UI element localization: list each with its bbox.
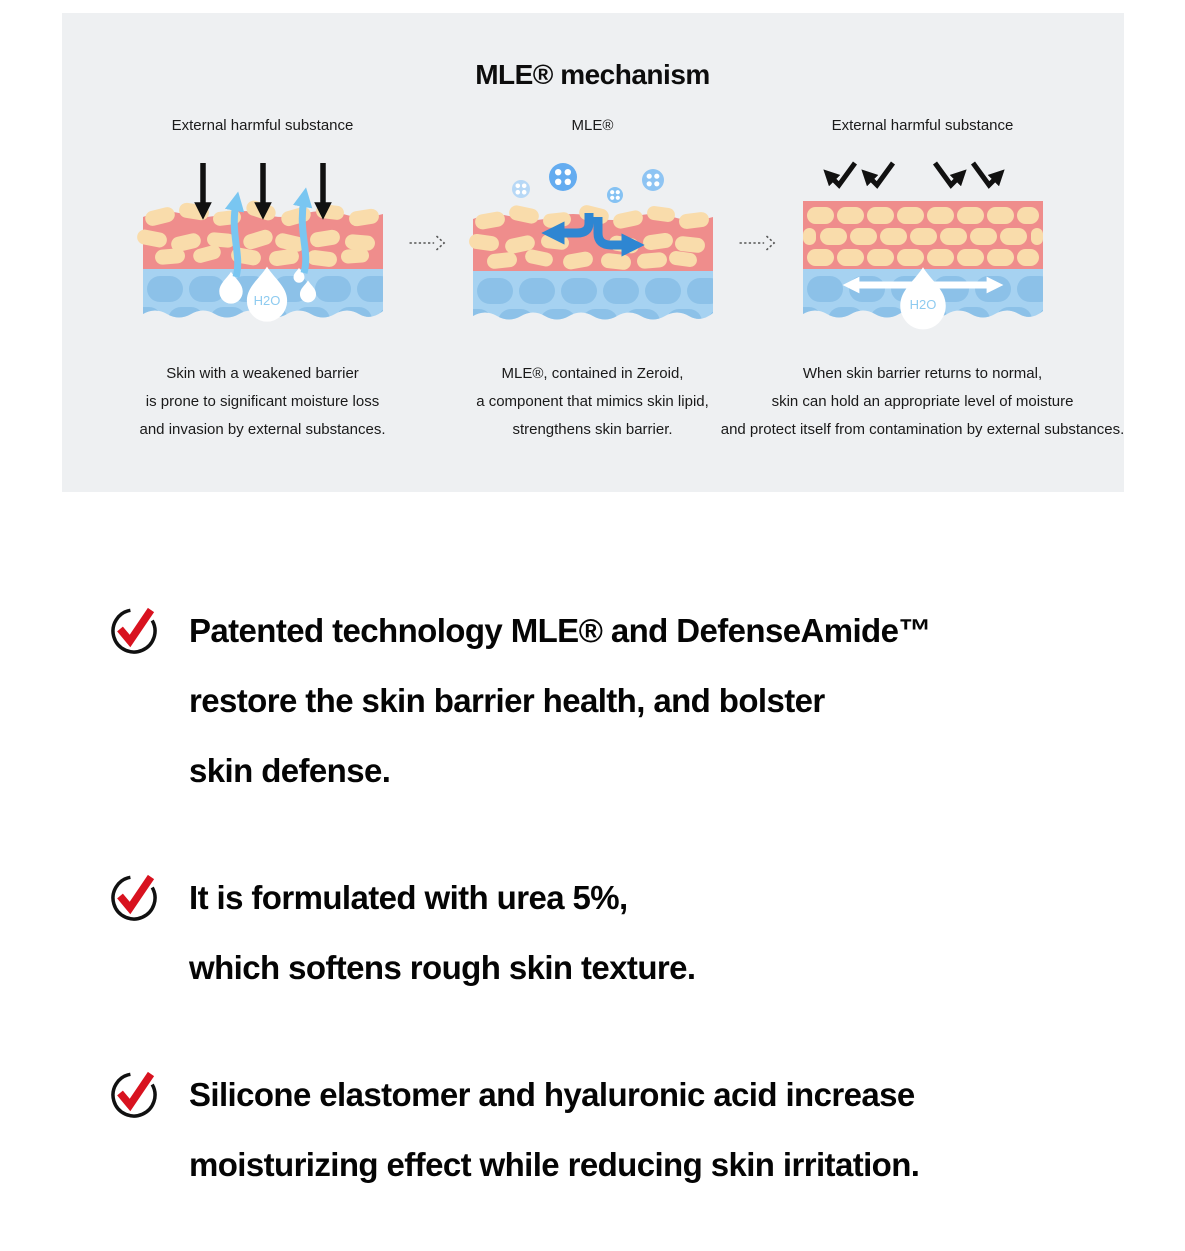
caption-line: skin can hold an appropriate level of moisture [771, 393, 1074, 410]
stage-3-caption [721, 360, 1125, 444]
deflected-arrows [829, 163, 999, 185]
red-check-icon [108, 603, 162, 657]
stage-1-caption [140, 360, 386, 444]
panel-title: MLE® mechanism [475, 59, 710, 90]
h2o-label: H2O [253, 293, 280, 308]
caption-line: strengthens skin barrier. [512, 421, 673, 438]
mle-particles [512, 163, 664, 203]
caption-line: is prone to significant moisture loss [145, 393, 380, 410]
stage-2-caption [476, 360, 709, 444]
corneocytes-ordered [803, 207, 1043, 266]
flow-arrow-icon [738, 229, 778, 257]
bullet-silicone-elastomer [108, 1060, 1185, 1200]
bullet-patented-technology [108, 596, 1185, 806]
bullet-text: Silicone elastomer and hyaluronic acid increase moisturizing effect while reducing skin irritation. [189, 1076, 920, 1183]
red-check-icon [108, 870, 162, 924]
feature-bullets [0, 596, 1185, 1200]
h2o-label: H2O [909, 297, 936, 312]
stage-restored-barrier [720, 117, 1125, 444]
caption-line: When skin barrier returns to normal, [802, 365, 1043, 382]
red-check-icon [108, 1067, 162, 1121]
skin-diagram-weakened-barrier [133, 149, 393, 334]
bullet-text: It is formulated with urea 5%, which softens rough skin texture. [189, 879, 696, 986]
caption-line: Skin with a weakened barrier [166, 365, 359, 382]
skin-diagram-mle [463, 149, 723, 334]
skin-diagram-restored-barrier [793, 149, 1053, 334]
caption-line: and invasion by external substances. [139, 421, 386, 438]
bullet-text: Patented technology MLE® and DefenseAmide™ restore the skin barrier health, and bolster skin defense. [189, 612, 931, 789]
caption-line: and protect itself from contamination by external substances. [720, 421, 1125, 438]
stage-weakened-barrier [118, 117, 408, 444]
flow-arrow-icon [408, 229, 448, 257]
bullet-urea [108, 863, 1185, 1003]
stage-2-label: MLE® [571, 117, 614, 134]
caption-line: a component that mimics skin lipid, [476, 393, 709, 410]
mle-mechanism-panel [62, 13, 1124, 492]
stage-mle-applied [448, 117, 738, 444]
caption-line: MLE®, contained in Zeroid, [501, 365, 684, 382]
stage-1-label: External harmful substance [171, 117, 354, 134]
stage-3-label: External harmful substance [831, 117, 1014, 134]
mechanism-stages-row [62, 117, 1124, 444]
